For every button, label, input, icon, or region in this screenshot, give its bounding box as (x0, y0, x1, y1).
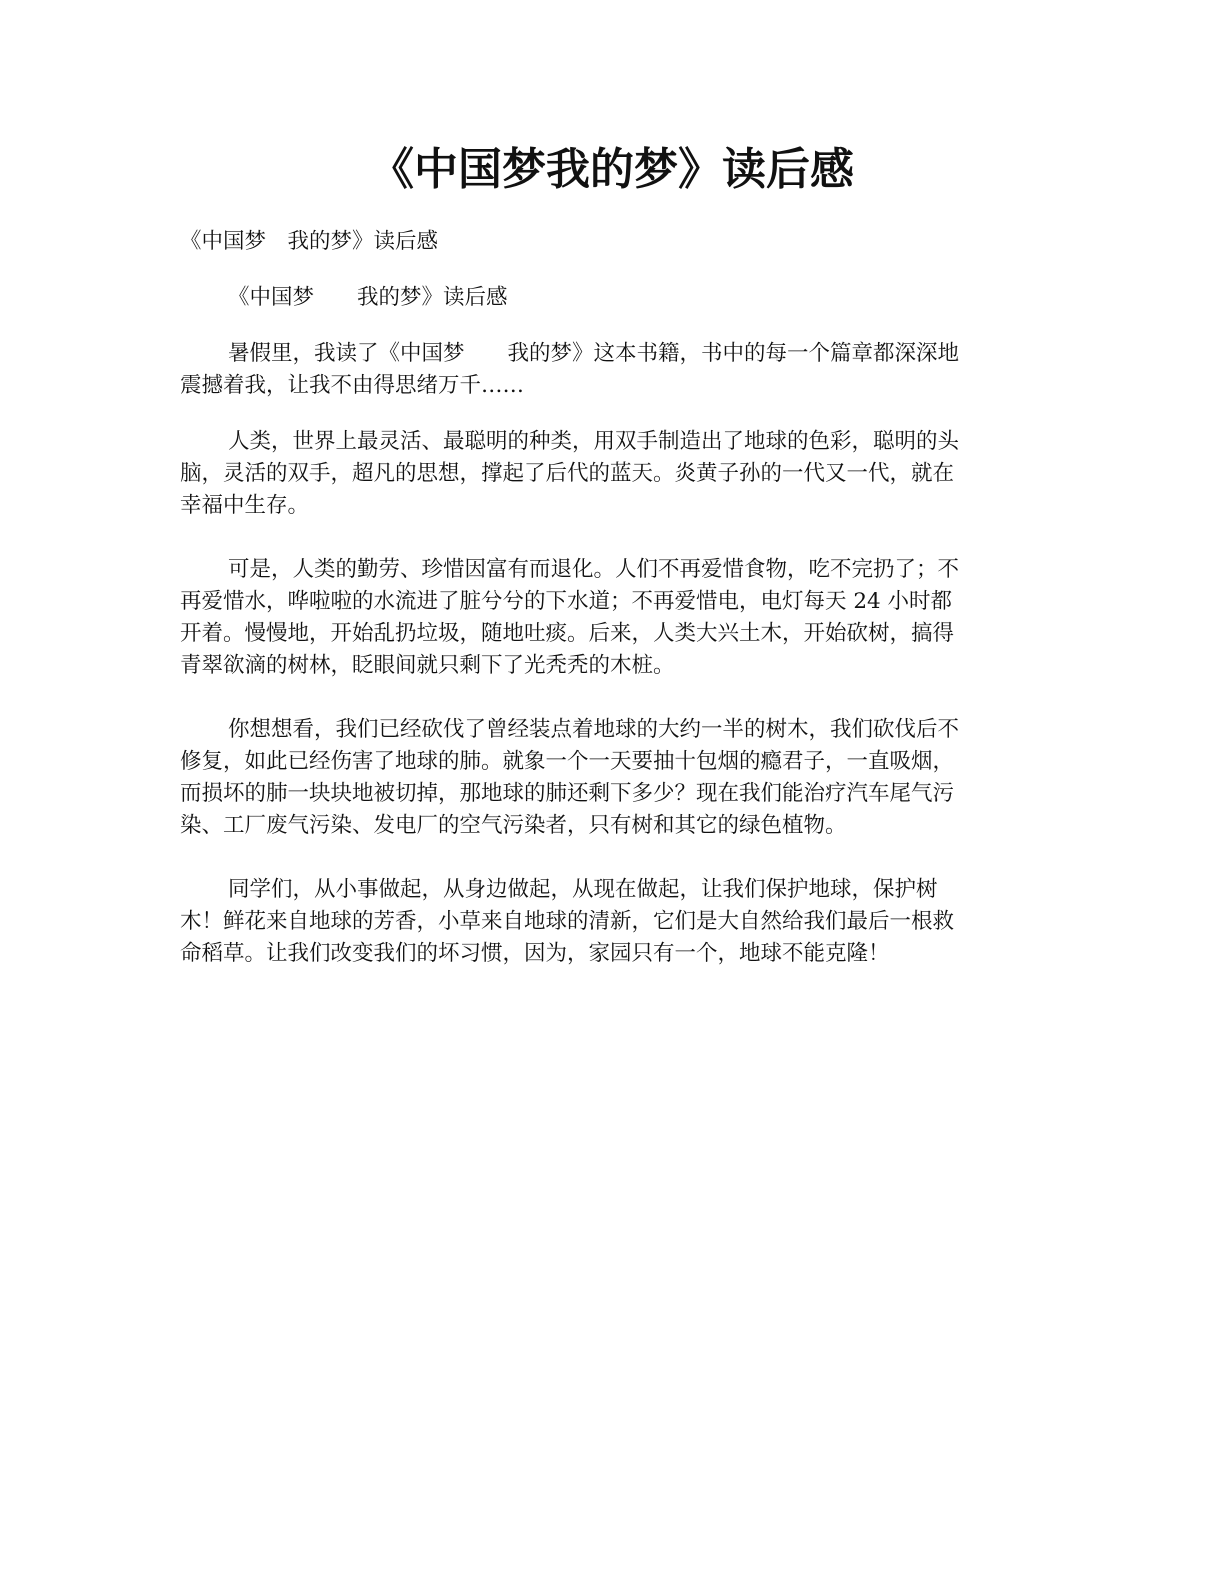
paragraph-5-line-1: 同学们，从小事做起，从身边做起，从现在做起，让我们保护地球，保护树 (228, 877, 938, 902)
paragraph-3-line-2: 再爱惜水，哗啦啦的水流进了脏兮兮的下水道；不再爱惜电，电灯每天 24 小时都 (180, 589, 953, 614)
paragraph-5-line-3: 命稻草。让我们改变我们的坏习惯，因为，家园只有一个，地球不能克隆！ (180, 941, 890, 966)
paragraph-4-line-4: 染、工厂废气污染、发电厂的空气污染者，只有树和其它的绿色植物。 (180, 813, 847, 838)
paragraph-5-line-2: 木！鲜花来自地球的芳香，小草来自地球的清新，它们是大自然给我们最后一根救 (180, 909, 955, 934)
paragraph-5 (180, 874, 1038, 970)
subtitle-line-1: 《中国梦 我的梦》读后感 (180, 229, 439, 254)
document-title: 《中国梦我的梦》读后感 (370, 144, 854, 195)
paragraph-3-line-3: 开着。慢慢地，开始乱扔垃圾，随地吐痰。后来，人类大兴土木，开始砍树，搞得 (180, 621, 955, 646)
paragraph-1-line-2: 震撼着我，让我不由得思绪万千…… (180, 373, 525, 398)
subtitle-line-2: 《中国梦 我的梦》读后感 (228, 285, 508, 310)
paragraph-3-line-1: 可是，人类的勤劳、珍惜因富有而退化。人们不再爱惜食物，吃不完扔了；不 (228, 557, 960, 582)
paragraph-3-line-4: 青翠欲滴的树林，眨眼间就只剩下了光秃秃的木桩。 (180, 653, 675, 678)
paragraph-2-line-3: 幸福中生存。 (180, 493, 310, 518)
paragraph-4 (180, 714, 1038, 842)
paragraph-1 (180, 338, 1038, 402)
paragraph-4-line-1: 你想想看，我们已经砍伐了曾经装点着地球的大约一半的树木，我们砍伐后不 (228, 717, 960, 742)
paragraph-2-line-2: 脑，灵活的双手，超凡的思想，撑起了后代的蓝天。炎黄子孙的一代又一代，就在 (180, 461, 955, 486)
paragraph-2-line-1: 人类，世界上最灵活、最聪明的种类，用双手制造出了地球的色彩，聪明的头 (228, 429, 960, 454)
paragraph-4-line-3: 而损坏的肺一块块地被切掉，那地球的肺还剩下多少？现在我们能治疗汽车尾气污 (180, 781, 955, 806)
paragraph-4-line-2: 修复，如此已经伤害了地球的肺。就象一个一天要抽十包烟的瘾君子，一直吸烟， (180, 749, 955, 774)
paragraph-2 (180, 426, 1038, 522)
paragraph-1-line-1: 暑假里，我读了《中国梦 我的梦》这本书籍，书中的每一个篇章都深深地 (228, 341, 960, 366)
paragraph-3 (180, 554, 1038, 682)
